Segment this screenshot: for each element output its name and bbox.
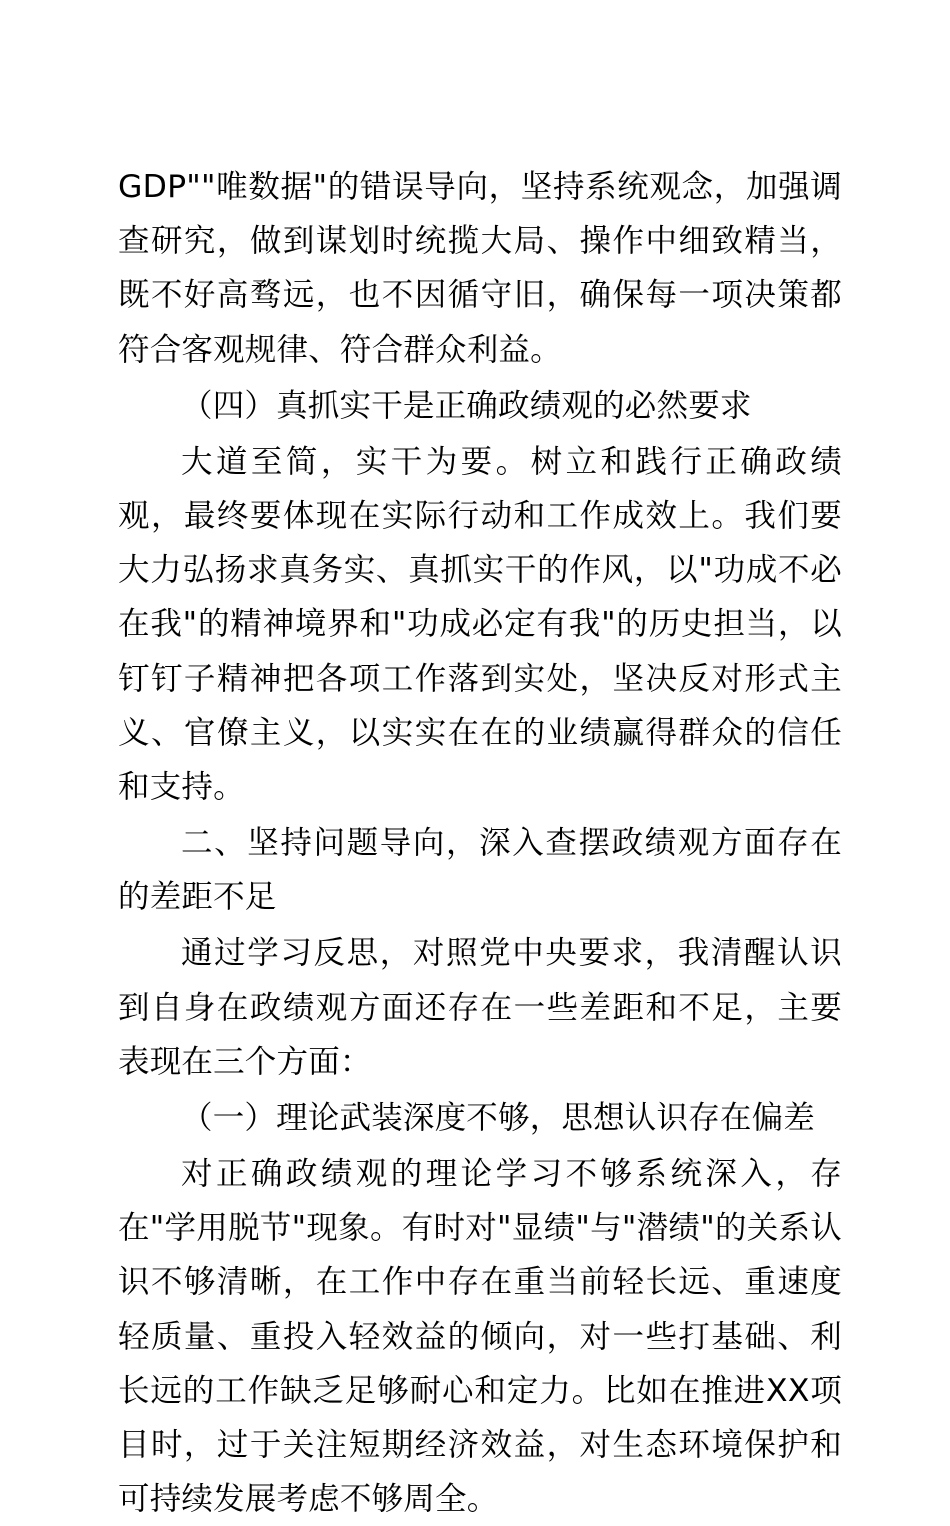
- document-body: [118, 160, 842, 1526]
- heading-section-one-item-four: （四）真抓实干是正确政绩观的必然要求: [181, 387, 752, 424]
- paragraph-gdp-continuation: GDP""唯数据"的错误导向，坚持系统观念，加强调查研究，做到谋划时统揽大局、操作中细致精当，既不好高骛远，也不因循守旧，确保每一项决策都符合客观规律、符合群众利益。: [118, 169, 842, 368]
- paragraph-self-reflection: 通过学习反思，对照党中央要求，我清醒认识到自身在政绩观方面还存在一些差距和不足，主要表现在三个方面：: [118, 935, 842, 1080]
- paragraph-theory-gap: 对正确政绩观的理论学习不够系统深入，存在"学用脱节"现象。有时对"显绩"与"潜绩"的关系认识不够清晰，在工作中存在重当前轻长远、重速度轻质量、重投入轻效益的倾向，对一些打基础、利长远的工作缺乏足够耐心和定力。比如在推进XX项目时，过于关注短期经济效益，对生态环境保护和可持续发展考虑不够周全。: [118, 1156, 842, 1518]
- heading-section-two: 二、坚持问题导向，深入查摆政绩观方面存在的差距不足: [118, 825, 842, 916]
- paragraph-real-work: 大道至简，实干为要。树立和践行正确政绩观，最终要体现在实际行动和工作成效上。我们要大力弘扬求真务实、真抓实干的作风，以"功成不必在我"的精神境界和"功成必定有我"的历史担当，以钉钉子精神把各项工作落到实处，坚决反对形式主义、官僚主义，以实实在在的业绩赢得群众的信任和支持。: [118, 443, 842, 805]
- heading-section-two-item-one: （一）理论武装深度不够，思想认识存在偏差: [181, 1099, 816, 1136]
